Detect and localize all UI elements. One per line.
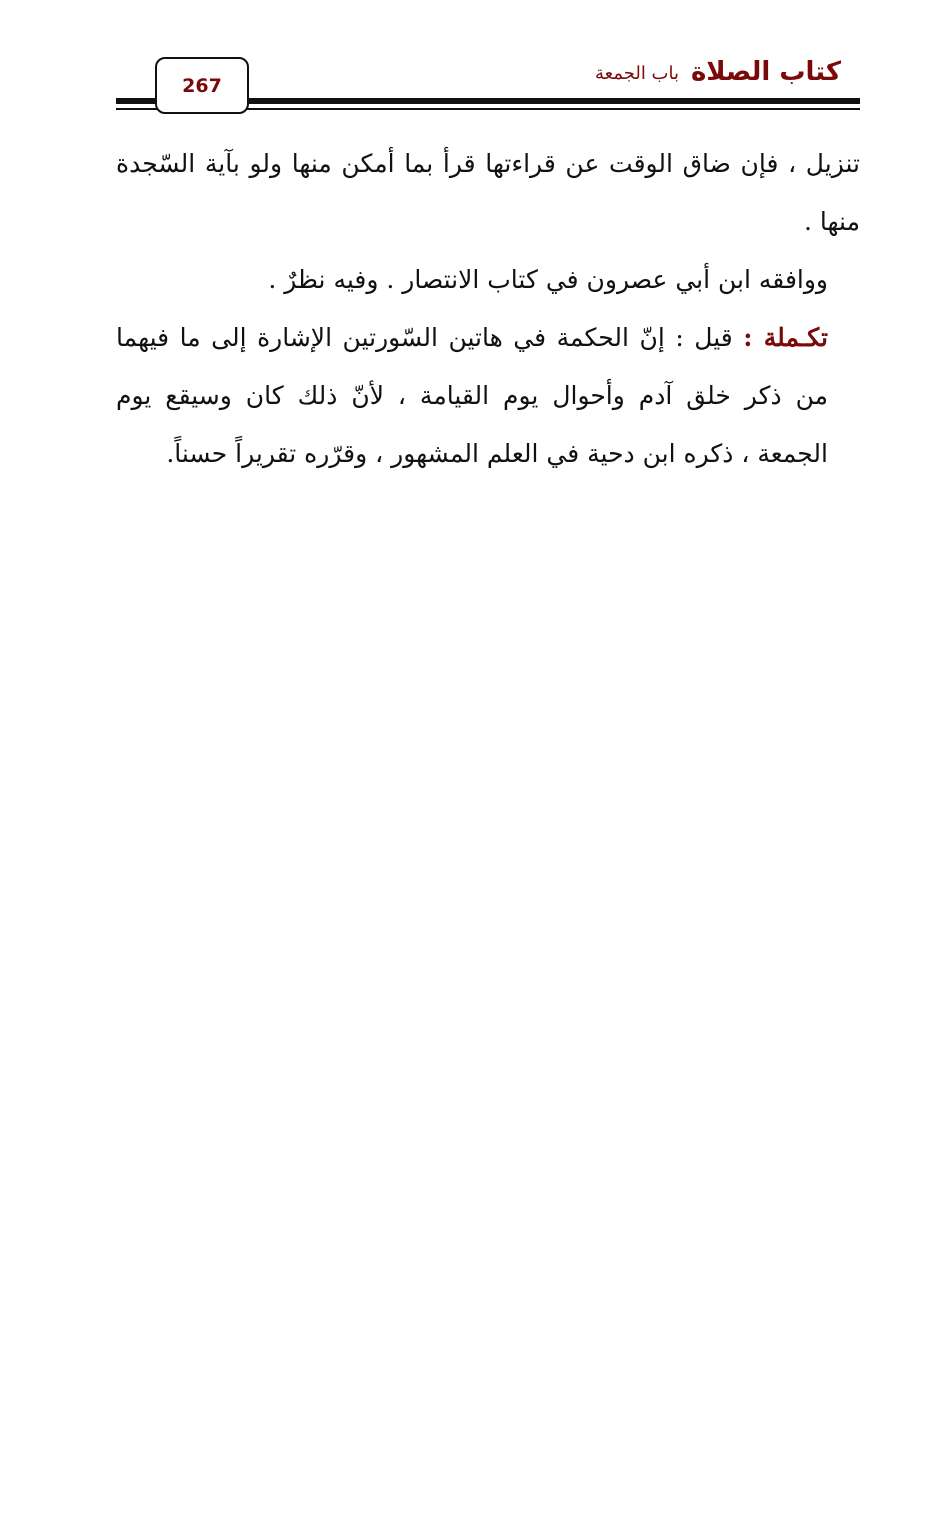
page-number: 267 [182, 74, 222, 97]
paragraph-3-text: قيل : إنّ الحكمة في هاتين السّورتين الإشارة إلى ما فيهما من ذكر خلق آدم وأحوال يوم القيامة ، لأنّ ذلك كان وسيقع يوم الجمعة ، ذكره ابن دحية في العلم المشهور ، وقرّره تقريراً حسناً. [116, 323, 828, 468]
page-header [0, 0, 945, 120]
paragraph-1: تنزيل ، فإن ضاق الوقت عن قراءتها قرأ بما أمكن منها ولو بآية السّجدة منها . [116, 149, 860, 236]
chapter-title: باب الجمعة [594, 63, 679, 84]
paragraph-3 [116, 309, 860, 483]
page-body [116, 135, 860, 483]
book-title: كتاب الصلاة [690, 57, 841, 87]
page-number-box [155, 57, 249, 114]
paragraph-2: ووافقه ابن أبي عصرون في كتاب الانتصار . وفيه نظرٌ . [268, 265, 828, 294]
note-label: تكـملة : [743, 323, 828, 352]
